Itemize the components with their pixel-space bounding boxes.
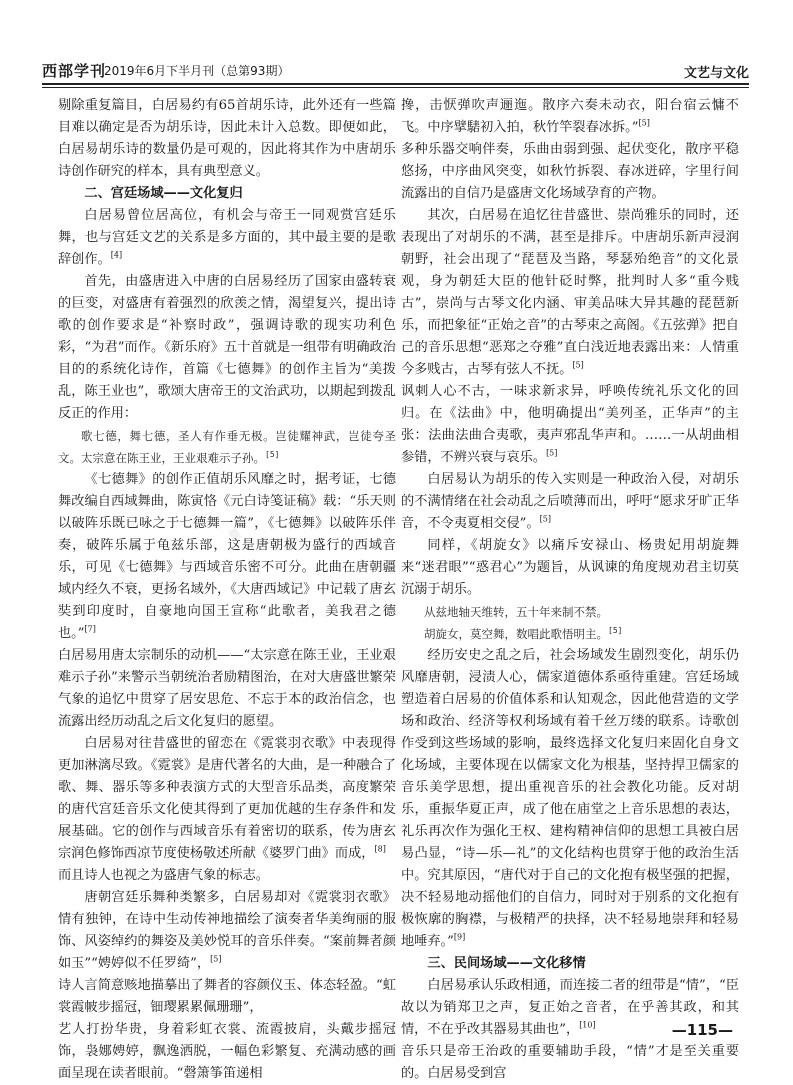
paragraph-text: 白居易认为胡乐的传入实则是一种政治入侵，对胡乐的不满情绪在社会动乱之后喷薄而出，呼吁“愿求牙旷正华音，不令夷夏相交侵”。 [401, 472, 739, 531]
paragraph-text: 白居易承认乐政相通，而连接二者的纽带是“情”，“臣故以为销郑卫之声，复正始之音者，在乎善其政，和其情，不在乎改其器易其曲也”， [401, 978, 739, 1037]
page-number: —115— [671, 1021, 733, 1039]
paragraph-text: 三、民间场域——文化移情 [427, 956, 586, 971]
paragraph-text: 其次，白居易在追忆往昔盛世、崇尚雅乐的同时，还表现出了对胡乐的不满，甚至是排斥。中唐胡乐新声浸润朝野，社会出现了“琵琶及当路，琴瑟殆绝音”的文化景观，身为朝廷大臣的他针砭时弊，批判时人多“重今贱古”，崇尚与古琴文化内涵、审美品味大异其趣的琵琶新乐，而把象征“正始之音”的古琴束之高阁。《五弦弹》把自己的音乐思想“恶郑之夺雅”直白浅近地表露出来：人情重今多贱古，古琴有弦人不抚。 [401, 208, 739, 377]
citation-mark: [5] [638, 118, 650, 128]
header-rule-thin [42, 87, 749, 88]
paragraph-text: 搀，击恹弹吹声逦迤。散序六奏未动衣，阳台宿云慵不飞。中序擘騞初入拍，秋竹竿裂春冰拆。” [401, 98, 739, 135]
poem-quote [58, 425, 396, 469]
right-column [401, 95, 739, 1085]
citation-mark: [5] [572, 360, 584, 370]
section-heading [58, 183, 396, 205]
paragraph [58, 733, 396, 865]
paragraph-continuation [58, 865, 396, 887]
paragraph-text: 音乐只是帝王治政的重要辅助手段，“情”才是至关重要的。白居易受到宫 [401, 1044, 739, 1081]
paragraph-continuation [58, 95, 396, 183]
citation-mark: [5] [546, 448, 558, 458]
citation-mark: [9] [453, 932, 466, 942]
paragraph [58, 469, 396, 645]
paragraph-text: 唐朝宫廷乐舞种类繁多，白居易却对《霓裳羽衣歌》情有独钟，在诗中生动传神地描绘了演奏者华美绚丽的服饰、风姿绰约的舞姿及美妙悦耳的音乐伴奏。“案前舞者颜如玉”“娉婷似不任罗绮”， [58, 890, 396, 971]
citation-mark: [5] [265, 450, 280, 460]
citation-mark: [5] [539, 514, 551, 524]
paragraph-text: 白居易曾位居高位，有机会与帝王一同观赏宫廷乐舞，也与宫廷文艺的关系是多方面的，其中最主要的是歌辞创作。 [58, 208, 396, 267]
paragraph-continuation [401, 381, 739, 469]
paragraph-text: 艺人打扮华贵，身着彩虹衣裳、流霞披肩，头戴步摇冠饰，袅娜娉婷，飘逸洒脱，一幅色彩繁复、充满动感的画面呈现在读者眼前。“磬箫筝笛递相 [58, 1022, 396, 1081]
paragraph-text: 歌七德，舞七德，圣人有作垂无极。岂徒耀神武，岂徒夸圣文。太宗意在陈王业，王业艰难示子孙。 [58, 429, 396, 465]
section-heading [401, 953, 739, 975]
paragraph-text: 而且诗人也视之为盛唐气象的标志。 [58, 868, 269, 883]
paragraph-text: 白居易对往昔盛世的留恋在《霓裳羽衣歌》中表现得更加淋漓尽致。《霓裳》是唐代著名的大曲，是一种融合了歌、舞、器乐等多种表演方式的大型音乐品类，高度繁荣的唐代宫廷音乐文化使其得到了更加优越的生存条件和发展基础。它的创作与西域音乐有着密切的联系，传为唐玄宗润色修饰西凉节度使杨敬述所献《婆罗门曲》而成， [58, 736, 396, 861]
poem-quote [401, 601, 739, 623]
paragraph [401, 205, 739, 381]
paragraph [401, 535, 739, 601]
paragraph-continuation [58, 975, 396, 1019]
paragraph-text: 白居易用唐太宗制乐的动机——“太宗意在陈王业，王业艰难示子孙”来警示当朝统治者励精图治，在对大唐盛世繁荣气象的追忆中贯穿了居安思危、不忘于本的政治信念，也流露出经历动乱之后文化复归的愿望。 [58, 648, 396, 729]
paragraph-text: 二、宫廷场域——文化复归 [84, 186, 243, 201]
paragraph-text: 讽刺人心不古，一味求新求异，呼唤传统礼乐文化的回归。在《法曲》中，他明确提出“美列圣，正华声”的主张：法曲法曲合夷歌，夷声邪乱华声和。……一从胡曲相参错，不辨兴衰与哀乐。 [401, 384, 739, 465]
issue-info: 2019年6月下半月刊（总第93期） [104, 64, 290, 78]
citation-mark: [5] [608, 626, 623, 636]
paragraph-continuation [58, 645, 396, 733]
paragraph [58, 205, 396, 271]
paragraph [58, 271, 396, 425]
citation-mark: [7] [84, 624, 96, 634]
paragraph [58, 887, 396, 975]
paragraph-continuation [401, 139, 739, 205]
paragraph-continuation [58, 1019, 396, 1085]
paragraph-text: 首先，由盛唐进入中唐的白居易经历了国家由盛转衰的巨变，对盛唐有着强烈的欣羡之情，渴望复兴，提出诗歌的创作要求是“补察时政”，强调诗歌的现实功利色彩，“为君”而作。《新乐府》五十首就是一组带有明确政治目的的系统化诗作，首篇《七德舞》的创作主旨为“美拨乱，陈王业也”，歌颂大唐帝王的文治武功，以期起到拨乱反正的作用： [58, 274, 396, 421]
paragraph-text: 同样，《胡旋女》以痛斥安禄山、杨贵妃用胡旋舞来“迷君眼”“惑君心”为题旨，从讽谏的角度规劝君主切莫沉溺于胡乐。 [401, 538, 739, 597]
paragraph-text: 胡旋女，莫空舞，数唱此歌悟明主。 [424, 627, 608, 641]
journal-logo: 西部学刊 [42, 62, 107, 80]
page-header [42, 56, 749, 86]
paragraph-text: 《七德舞》的创作正值胡乐风靡之时，据考证，七德舞改编自西域舞曲，陈寅恪《元白诗笺证稿》载：“乐天则以破阵乐既已咏之于七德舞一篇”，《七德舞》以破阵乐伴奏，破阵乐属于龟兹乐部，这是唐朝极为盛行的西域音乐，可见《七德舞》与西域音乐密不可分。此曲在唐朝疆域内经久不衰，更扬名域外，《大唐西域记》中记载了唐玄奘到印度时，自豪地向国王宣称“此歌者，美我君之德也。” [58, 472, 396, 641]
paragraph [401, 645, 739, 953]
watermark: · [195, 477, 284, 588]
paragraph-continuation [401, 95, 739, 139]
citation-mark: [5] [210, 954, 222, 964]
paragraph-text: 多种乐器交响伴奏，乐曲由弱到强、起伏变化，散序平稳悠扬，中序曲风突变，如秋竹拆裂、春冰迸碎，字里行间流露出的自信乃是盛唐文化场域孕育的产物。 [401, 142, 739, 201]
paragraph [401, 469, 739, 535]
header-rule-thick [42, 83, 749, 85]
poem-quote [401, 623, 739, 645]
paragraph-continuation [401, 1041, 739, 1085]
paragraph-text: 剔除重复篇目，白居易约有65首胡乐诗，此外还有一些篇目难以确定是否为胡乐诗，因此未计入总数。即便如此，白居易胡乐诗的数量仍是可观的，因此将其作为中唐胡乐诗创作研究的样本，具有典型意义。 [58, 98, 396, 179]
section-title: 文艺与文化 [683, 66, 749, 81]
paragraph-text: 经历安史之乱之后，社会场域发生剧烈变化，胡乐仍风靡唐朝，浸渍人心，儒家道德体系亟待重建。宫廷场域塑造着白居易的价值体系和认知观念，因此他营造的文学场和政治、经济等权利场域有着千丝万缕的联系。诗歌创作受到这些场域的影响，最终选择文化复归来固化自身文化场域，主要体现在以儒家文化为根基，坚持捍卫儒家的音乐美学思想，提出重视音乐的社会教化功能。反对胡乐，重振华夏正声，成了他在庙堂之上音乐思想的表达，礼乐再次作为强化王权、建构精神信仰的思想工具被白居易凸显，“诗—乐—礼”的文化结构也贯穿于他的政治生活中。究其原因，“唐代对于自己的文化抱有极坚强的把握，决不轻易地动摇他们的自信力，同时对于别系的文化抱有极恢廓的胸襟，与极精严的抉择，决不轻易地崇拜和轻易地唾弃。” [401, 648, 739, 949]
paragraph-text: 诗人言简意赅地描摹出了舞者的容颜仪玉、体态轻盈。“虹裳霞帔步摇冠，钿璎累累佩珊珊”， [58, 978, 396, 1015]
citation-mark: [8] [374, 844, 386, 854]
citation-mark: [10] [579, 1020, 596, 1030]
left-column [58, 95, 396, 1085]
paragraph-text: 从兹地轴天维转，五十年来制不禁。 [424, 605, 608, 619]
citation-mark: [4] [110, 250, 123, 260]
